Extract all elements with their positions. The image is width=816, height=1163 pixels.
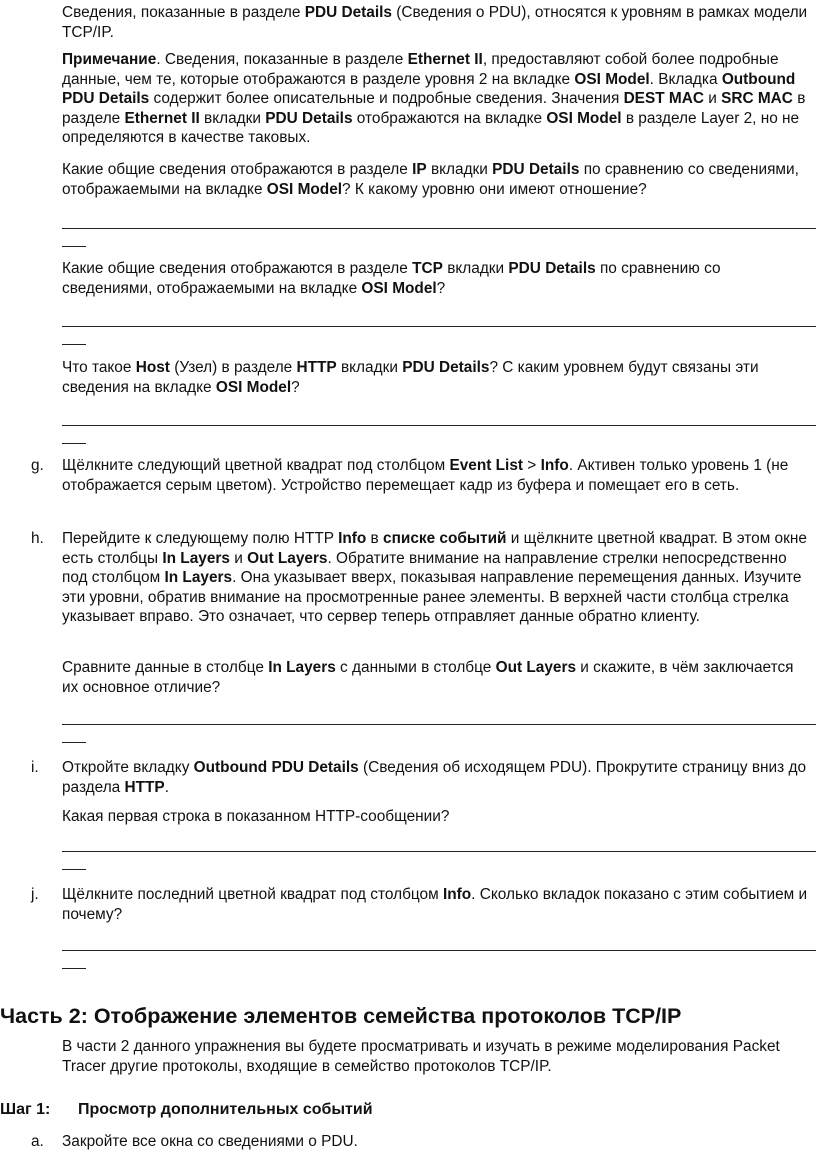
answer-line[interactable]: [62, 425, 816, 426]
question-ip: Какие общие сведения отображаются в разделе IP вкладки PDU Details по сравнению со сведениями, отображаемыми на вкладке OSI Model? К какому уровню они имеют отношение?: [62, 161, 799, 198]
step-g-text: Щёлкните следующий цветной квадрат под столбцом Event List > Info. Активен только уровень 1 (не отображается серым цветом). Устройство перемещает кадр из буфера и помещает его в сеть.: [62, 457, 789, 494]
step-a-marker: a.: [31, 1133, 44, 1150]
step1-number: Шаг 1:: [0, 1101, 51, 1118]
intro-paragraph: Сведения, показанные в разделе PDU Details (Сведения о PDU), относятся к уровням в рамках модели TCP/IP.: [62, 4, 808, 41]
step1-title: Просмотр дополнительных событий: [78, 1101, 373, 1118]
step-i-text: Откройте вкладку Outbound PDU Details (Сведения об исходящем PDU). Прокрутите страницу вниз до раздела HTTP.: [62, 759, 807, 796]
step-h-text: Перейдите к следующему полю HTTP Info в списке событий и щёлкните цветной квадрат. В этом окне есть столбцы In Layers и Out Layers. Обратите внимание на направление стрелки непосредственно под столбцом In Layers. Она указывает вверх, показывая направление перемещения данных. Изучите эти уровни, обратив внимание на просмотренные ранее элементы. В верхней части столбца стрелка указывает вправо. Это означает, что сервер теперь отправляет данные обратно клиенту.: [62, 530, 807, 626]
question-host: Что такое Host (Узел) в разделе HTTP вкладки PDU Details? С каким уровнем будут связаны эти сведения на вкладке OSI Model?: [62, 359, 759, 396]
step-h-marker: h.: [31, 530, 44, 547]
answer-line-stub: [62, 968, 86, 969]
question-tcp: Какие общие сведения отображаются в разделе TCP вкладки PDU Details по сравнению со сведениями, отображаемыми на вкладке OSI Model?: [62, 260, 721, 297]
answer-line[interactable]: [62, 724, 816, 725]
note-label: Примечание: [62, 51, 157, 68]
step-j-text: Щёлкните последний цветной квадрат под столбцом Info. Сколько вкладок показано с этим событием и почему?: [62, 886, 808, 923]
answer-line[interactable]: [62, 228, 816, 229]
part2-heading: Часть 2: Отображение элементов семейства протоколов TCP/IP: [0, 1004, 682, 1028]
answer-line-stub: [62, 869, 86, 870]
step-j-marker: j.: [31, 886, 39, 903]
step-g-marker: g.: [31, 457, 44, 474]
question-compare: Сравните данные в столбце In Layers с данными в столбце Out Layers и скажите, в чём заключается их основное отличие?: [62, 659, 794, 696]
step-i-marker: i.: [31, 759, 39, 776]
part2-intro: В части 2 данного упражнения вы будете просматривать и изучать в режиме моделирования Packet Tracer другие протоколы, входящие в семейство протоколов TCP/IP.: [62, 1038, 780, 1075]
answer-line[interactable]: [62, 326, 816, 327]
answer-line[interactable]: [62, 950, 816, 951]
question-first-line: Какая первая строка в показанном HTTP-сообщении?: [62, 808, 450, 825]
answer-line-stub: [62, 344, 86, 345]
answer-line-stub: [62, 742, 86, 743]
answer-line[interactable]: [62, 851, 816, 852]
step-a-text: Закройте все окна со сведениями о PDU.: [62, 1133, 358, 1150]
note-paragraph: Примечание. Сведения, показанные в разделе Ethernet II, предоставляют собой более подробные данные, чем те, которые отображаются в разделе уровня 2 на вкладке OSI Model. Вкладка Outbound PDU Details содержит более описательные и подробные сведения. Значения DEST MAC и SRC MAC в разделе Ethernet II вкладки PDU Details отображаются на вкладке OSI Model в разделе Layer 2, но не определяются в качестве таковых.: [62, 51, 806, 147]
answer-line-stub: [62, 246, 86, 247]
answer-line-stub: [62, 443, 86, 444]
step1-heading: [0, 1100, 373, 1120]
